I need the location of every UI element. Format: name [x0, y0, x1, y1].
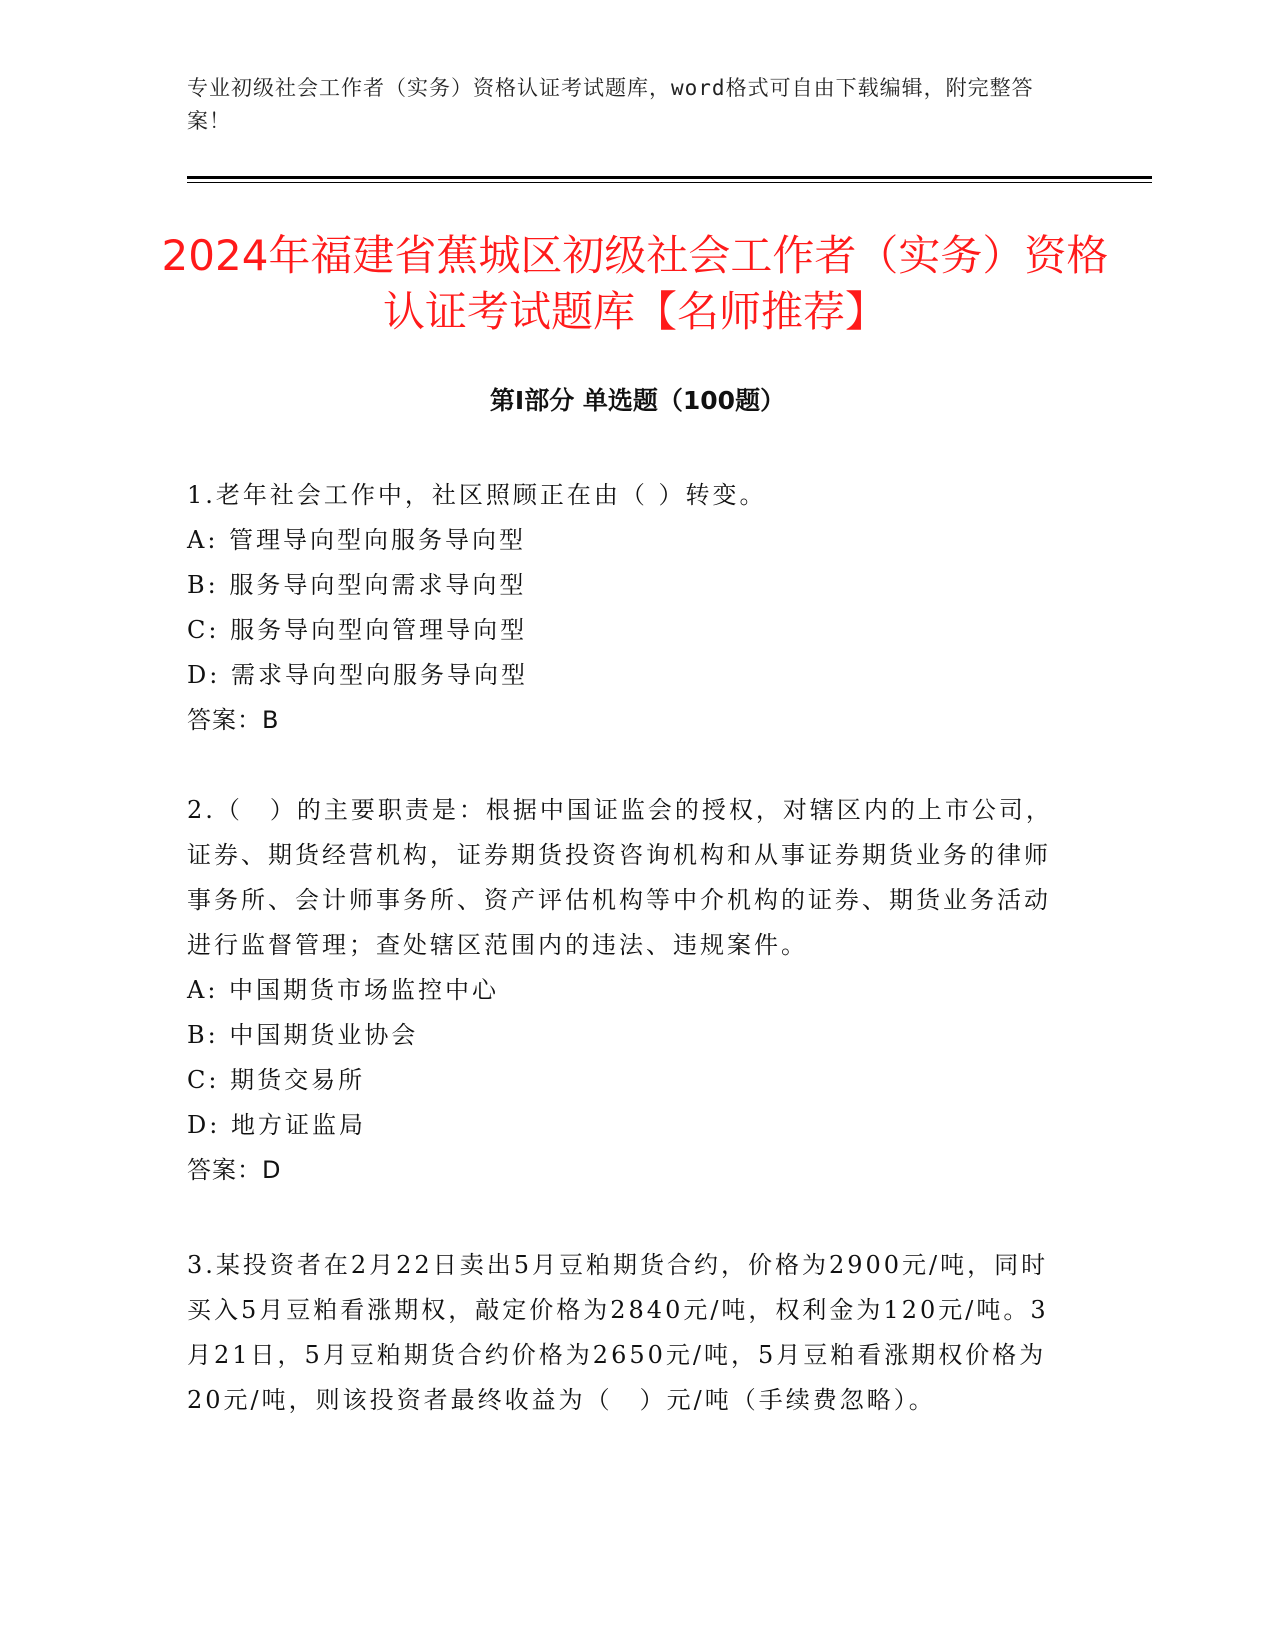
- question-3: [187, 1243, 1067, 1423]
- section-title: 第Ⅰ部分 单选题（100题）: [489, 386, 786, 415]
- option-a: A: 中国期货市场监控中心: [187, 976, 500, 1004]
- question-stem: 3.某投资者在2月22日卖出5月豆粕期货合约，价格为2900元/吨，同时买入5月豆粕看涨期权，敲定价格为2840元/吨，权利金为120元/吨。3月21日，5月豆粕期货合约价格为2650元/吨，5月豆粕看涨期权价格为20元/吨，则该投资者最终收益为（ ）元/吨（手续费忽略）。: [187, 1251, 1049, 1414]
- question-options: [187, 968, 1067, 1148]
- header-rule-thin: [187, 182, 1152, 183]
- header-note: 专业初级社会工作者（实务）资格认证考试题库，word格式可自由下载编辑，附完整答案！: [187, 76, 1034, 133]
- question-1: [187, 473, 1067, 743]
- option-b: B: 中国期货业协会: [187, 1021, 419, 1049]
- header-rule-thick: [187, 176, 1152, 179]
- option-d: D: 需求导向型向服务导向型: [187, 661, 528, 689]
- option-a: A: 管理导向型向服务导向型: [187, 526, 527, 554]
- question-stem: 1.老年社会工作中，社区照顾正在由（ ）转变。: [187, 481, 767, 509]
- option-d: D: 地方证监局: [187, 1111, 366, 1139]
- question-stem: 2.（ ）的主要职责是：根据中国证监会的授权，对辖区内的上市公司，证券、期货经营机构，证券期货投资咨询机构和从事证券期货业务的律师事务所、会计师事务所、资产评估机构等中介机构的证券、期货业务活动进行监督管理；查处辖区范围内的违法、违规案件。: [187, 796, 1053, 959]
- option-b: B: 服务导向型向需求导向型: [187, 571, 527, 599]
- question-answer: 答案：D: [187, 1156, 282, 1184]
- question-answer: 答案：B: [187, 706, 280, 734]
- question-options: [187, 518, 1067, 698]
- question-2: [187, 788, 1067, 1193]
- option-c: C: 服务导向型向管理导向型: [187, 616, 528, 644]
- document-title: 2024年福建省蕉城区初级社会工作者（实务）资格认证考试题库【名师推荐】: [161, 231, 1109, 336]
- option-c: C: 期货交易所: [187, 1066, 366, 1094]
